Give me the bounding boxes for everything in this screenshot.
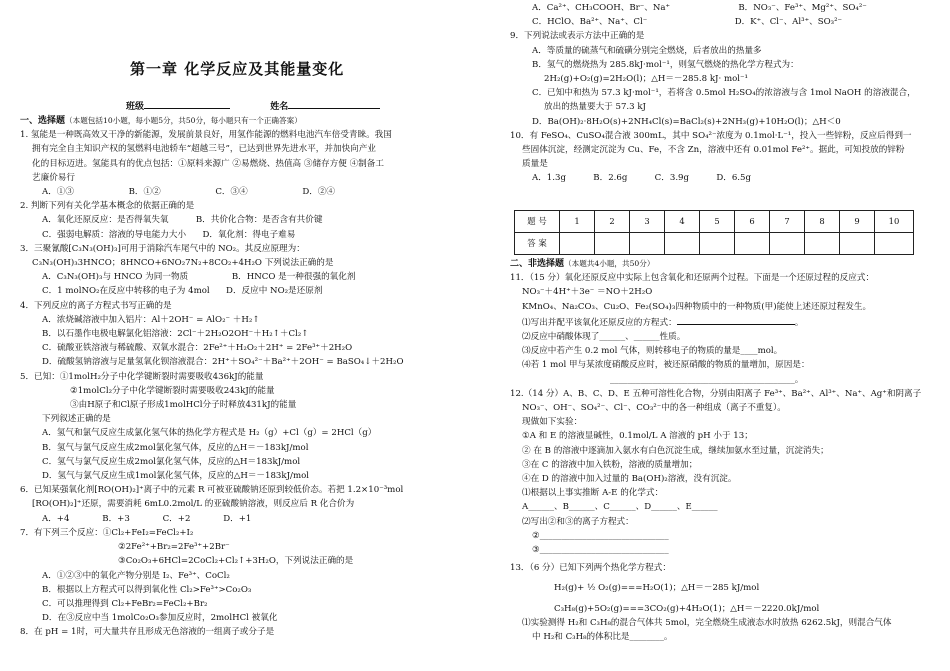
q6-stem-2: [RO(OH)₂]⁺还原，需要消耗 6mL0.2mol/L 的亚硫酸钠溶液，则反应后 R 化合价为 [32, 499, 355, 510]
q12-experiment-intro: 现做如下实验： [522, 417, 583, 428]
q6-stem-1: 6．已知某强氧化剂[RO(OH)₂]⁺离子中的元素 R 可被亚硫酸钠还原到较低价态。若把 1.2×10⁻³mol [20, 485, 404, 496]
name-blank[interactable] [288, 98, 380, 109]
q10-stem-3: 质量是 [522, 159, 548, 170]
question-number-cell: 10 [875, 211, 914, 233]
q13-part1-cont: 中 H₂和 C₃H₈的体积比是________。 [532, 632, 673, 643]
q9-option-a: A．等质量的硫蒸气和硫磺分别完全燃烧，后者放出的热量多 [532, 45, 762, 56]
q9-stem: 9．下列说法或表示方法中正确的是 [510, 31, 645, 42]
q7-stem: 7．有下列三个反应：①Cl₂+FeI₂=FeCl₂+I₂ [20, 527, 194, 538]
right-column-part2 [510, 257, 942, 644]
q10-stem-1: 10．有 FeSO₄、CuSO₄混合液 300mL，其中 SO₄²⁻浓度为 0.1mol·L⁻¹，投入一些锌粉，反应后得到一 [510, 130, 912, 141]
q1-line-3: 化的目标迈进。氢能具有的优点包括：①原料来源广 ②易燃烧、热值高 ③储存方便 ④制备工 [32, 158, 384, 169]
q3-stem: 3．三聚氰酸[C₃N₃(OH)₃]可用于消除汽车尾气中的 NO₂。其反应原理为： [20, 243, 305, 254]
q11-part1: ⑴写出并配平该氧化还原反应的方程式： 。 [510, 314, 942, 330]
answer-table [514, 210, 914, 255]
q9-option-c: C．已知中和热为 57.3 kJ·mol⁻¹，若将含 0.5mol H₂SO₄的浓溶液与含 1mol NaOH 的溶液混合， [532, 88, 916, 99]
answer-cell[interactable] [875, 233, 914, 255]
q8-options-ab: A．Ca²⁺、CH₃COOH、Br⁻、Na⁺ B．NO₃⁻、Fe³⁺、Mg²⁺、SO₄²⁻ [532, 3, 867, 13]
question-number-cell: 6 [735, 211, 770, 233]
q1-line-2: 拥有完全自主知识产权的氢燃料电池轿车“超越三号”，已达到世界先进水平，并加快向产业 [32, 144, 376, 155]
answer-cell[interactable] [560, 233, 595, 255]
q9-option-b: B．氢气的燃烧热为 285.8kJ·mol⁻¹，则氢气燃烧的热化学方程式为： [532, 59, 799, 70]
q11-part3: ⑶反应中若产生 0.2 mol 气体，则转移电子的物质的量是____mol。 [522, 346, 783, 357]
q2-stem: 2. 判断下列有关化学基本概念的依据正确的是 [20, 201, 195, 212]
q4-option-a: A．浓烧碱溶液中加入铝片：Al＋2OH⁻ = AlO₂⁻ ＋H₂↑ [42, 314, 260, 325]
q7-option-d: D．在③反应中当 1molCo₂O₃参加反应时，2molHCl 被氧化 [42, 613, 278, 624]
q7-option-a: A．①②③中的氧化产物分别是 I₂、Fe³⁺、CoCl₂ [42, 570, 230, 581]
q12-experiment-2: ② 在 B 的溶液中逐滴加入氨水有白色沉淀生成，继续加氨水至过量，沉淀消失； [522, 445, 829, 456]
q11-part4-blank[interactable]: ___________________________________________。 [610, 374, 804, 385]
q13-equation-2: C₃H₈(g)+5O₂(g)===3CO₂(g)+4H₂O(1)；△H＝－2220.0kJ/mol [554, 603, 820, 614]
answer-cell[interactable] [770, 233, 805, 255]
section1-heading: 一、选择题 [20, 116, 66, 126]
q4-stem: 4．下列反应的离子方程式书写正确的是 [20, 300, 172, 311]
answer-cell[interactable] [805, 233, 840, 255]
q12-experiment-4: ④在 D 的溶液中加入过量的 Ba(OH)₂溶液，没有沉淀。 [522, 474, 737, 485]
q12-part1-blanks[interactable]: A______、B______、C______、D______、E______ [522, 502, 718, 513]
q12-part2: ⑵写出②和③的离子方程式： [522, 516, 634, 527]
q11-part1-text: ⑴写出并配平该氧化还原反应的方程式： [522, 317, 677, 328]
right-column [510, 1, 942, 186]
q12-experiment-3: ③在 C 的溶液中加入铁粉，溶液的质量增加； [522, 459, 698, 470]
q5-prompt: 下列叙述正确的是 [42, 414, 111, 425]
answer-table-row-numbers [515, 211, 914, 233]
q12-part2-blank-3[interactable]: ③______________________________ [532, 545, 669, 556]
q5-option-a: A．氢气和氯气反应生成氯化氢气体的热化学方程式是 H₂（g）+Cl（g）= 2HCl（g） [42, 428, 377, 439]
answer-cell[interactable] [630, 233, 665, 255]
q3-reaction: C₃N₃(OH)₃3HNCO；8HNCO+6NO₂7N₂+8CO₂+4H₂O 下列说法正确的是 [32, 258, 334, 269]
section1-note: （本题包括10小题，每小题5分，共50分，每小题只有一个正确答案） [65, 116, 302, 125]
row-label-question: 题 号 [515, 211, 560, 233]
q11-half-reaction: NO₃⁻＋4H⁺＋3e⁻ ＝NO＋2H₂O [522, 287, 653, 298]
answer-cell[interactable] [840, 233, 875, 255]
q5-stem: 5．已知：①1molH₂分子中化学键断裂时需要吸收436kJ的能量 [20, 371, 264, 382]
answer-cell[interactable] [665, 233, 700, 255]
q7-reaction-3: ③Co₂O₃+6HCl=2CoCl₂+Cl₂↑+3H₂O，下列说法正确的是 [118, 556, 354, 567]
q13-equation-1: H₂(g)+ ½ O₂(g)===H₂O(1)；△H＝－285 kJ/mol [554, 583, 760, 594]
question-number-cell: 5 [700, 211, 735, 233]
q12-part2-blank-2[interactable]: ②______________________________ [532, 530, 669, 541]
q1-options: A．①③ B．①② C．③④ D．②④ [42, 187, 336, 198]
q11-part2: ⑵反应中硝酸体现了______、______性质。 [522, 332, 686, 343]
q8-options-cd: C．HClO、Ba²⁺、Na⁺、Cl⁻ D．K⁺、Cl⁻、Al³⁺、SO₃²⁻ [532, 17, 843, 28]
question-number-cell: 3 [630, 211, 665, 233]
section2-heading: 二、非选择题 [510, 259, 565, 269]
section2-heading-line [510, 257, 942, 271]
q3-options-cd: C．1 molNO₂在反应中转移的电子为 4mol D．反应中 NO₂是还原剂 [42, 286, 323, 297]
page-title: 第一章 化学反应及其能量变化 [130, 60, 345, 78]
q10-options: A．1.3g B．2.6g C．3.9g D．6.5g [532, 173, 751, 184]
q2-options-cd: C．强弱电解质：溶液的导电能力大小 D．氧化剂：得电子难易 [42, 229, 296, 240]
q10-stem-2: 些固体沉淀，经测定沉淀为 Cu、Fe，不含 Zn，溶液中还有 0.01mol Fe²⁺。据此，可知投放的锌粉 [522, 145, 905, 156]
q5-option-b: B．氢气与氯气反应生成2mol氯化氢气体，反应的△H＝－183kJ/mol [42, 442, 309, 453]
q13-part1: ⑴实验测得 H₂和 C₃H₈的混合气体共 5mol，完全燃烧生成液态水时放热 6262.5kJ，则混合气体 [522, 617, 892, 628]
question-number-cell: 7 [770, 211, 805, 233]
q12-part1: ⑴根据以上事实推断 A-E 的化学式： [522, 488, 664, 499]
q11-part4: ⑷若 1 mol 甲与某浓度硝酸反应时，被还原硝酸的物质的量增加，原因是： [522, 360, 810, 371]
question-number-cell: 8 [805, 211, 840, 233]
q12-stem-1: 12.（14 分）A、B、C、D、E 五种可溶性化合物，分别由阳离子 Fe³⁺、Ba²⁺、Al³⁺、Na⁺、Ag⁺和阴离子 [510, 388, 922, 399]
q7-option-b: B．根据以上方程式可以得到氧化性 Cl₂>Fe³⁺>Co₂O₃ [42, 584, 252, 595]
answer-cell[interactable] [595, 233, 630, 255]
q4-option-d: D．硫酸氢钠溶液与足量氢氧化钡溶液混合：2H⁺＋SO₄²⁻＋Ba²⁺＋2OH⁻ = BaSO₄↓＋2H₂O [42, 357, 404, 368]
q4-option-c: C．硫酸亚铁溶液与稀硫酸、双氧水混合：2Fe²⁺＋H₂O₂＋2H⁺ = 2Fe³⁺＋2H₂O [42, 343, 353, 354]
row-label-answer: 答 案 [515, 233, 560, 255]
q4-option-b: B．以石墨作电极电解氯化铝溶液：2Cl⁻＋2H₂O2OH⁻＋H₂↑＋Cl₂↑ [42, 329, 309, 340]
q11-substances: KMnO₄、Na₂CO₃、Cu₂O、Fe₂(SO₄)₃四种物质中的一种物质(甲)能使上述还原过程发生。 [522, 301, 872, 312]
answer-cell[interactable] [700, 233, 735, 255]
q5-fact-2: ②1molCl₂分子中化学键断裂时需要吸收243kJ的能量 [70, 385, 275, 396]
q1-line-1: 1. 氢能是一种既高效又干净的新能源，发展前景良好，用氢作能源的燃料电池汽车倍受青睐。我国 [20, 130, 392, 141]
q13-stem: 13．（6 分）已知下列两个热化学方程式： [510, 563, 671, 574]
q9-option-b-equation: 2H₂(g)+O₂(g)=2H₂O(l)；△H＝－285.8 kJ· mol⁻¹ [544, 74, 749, 85]
q5-option-d: D．氢气与氯气反应生成1mol氯化氢气体，反应的△H＝－183kJ/mol [42, 471, 310, 482]
q7-option-c: C．可以推理得到 Cl₂+FeBr₂=FeCl₂+Br₂ [42, 598, 208, 609]
q11-part1-blank[interactable] [677, 314, 795, 325]
answer-cell[interactable] [735, 233, 770, 255]
class-blank[interactable] [144, 98, 230, 109]
left-column [20, 114, 460, 640]
question-number-cell: 9 [840, 211, 875, 233]
q9-option-c-cont: 放出的热量要大于 57.3 kJ [544, 102, 647, 113]
question-number-cell: 4 [665, 211, 700, 233]
q12-experiment-1: ①A 和 E 的溶液显碱性，0.1mol/L A 溶液的 pH 小于 13； [522, 431, 753, 442]
q8-stem: 8．在 pH = 1时，可大量共存且形成无色溶液的一组离子或分子是 [20, 627, 275, 638]
class-label: 班级 [126, 102, 145, 112]
q5-option-c: C．氢气与氯气反应生成2mol氯化氢气体，反应的△H＝183kJ/mol [42, 456, 301, 467]
name-label: 姓名 [270, 102, 289, 112]
q2-options-ab: A．氧化还原反应：是否得氧失氧 B．共价化合物：是否含有共价键 [42, 215, 323, 226]
q1-line-4: 艺廉价易行 [32, 172, 75, 183]
question-number-cell: 2 [595, 211, 630, 233]
answer-table-row-answers [515, 233, 914, 255]
q12-stem-2: NO₃⁻、OH⁻、SO₄²⁻、Cl⁻、CO₃²⁻中的各一种组成（离子不重复）。 [522, 403, 786, 414]
q9-option-d: D．Ba(OH)₂·8H₂O(s)+2NH₄Cl(s)=BaCl₂(s)+2NH₃(g)+10H₂O(l)；△H＜0 [532, 116, 841, 127]
q6-options: A．+4 B．+3 C．+2 D．+1 [42, 513, 252, 524]
class-name-line [126, 98, 380, 114]
question-number-cell: 1 [560, 211, 595, 233]
q11-stem: 11．（15 分）氧化还原反应中实际上包含氧化和还原两个过程。下面是一个还原过程的反应式： [510, 273, 875, 284]
q3-options-ab: A．C₃N₃(OH)₃与 HNCO 为同一物质 B．HNCO 是一种很强的氧化剂 [42, 272, 356, 283]
q7-reaction-2: ②2Fe²⁺+Br₂=2Fe³⁺+2Br⁻ [118, 542, 230, 553]
section2-note: （本题共4小题，共50分） [564, 259, 655, 268]
q5-fact-3: ③由H原子和Cl原子形成1molHCl分子时释放431kJ的能量 [70, 400, 297, 411]
section1-heading-line [20, 114, 460, 128]
